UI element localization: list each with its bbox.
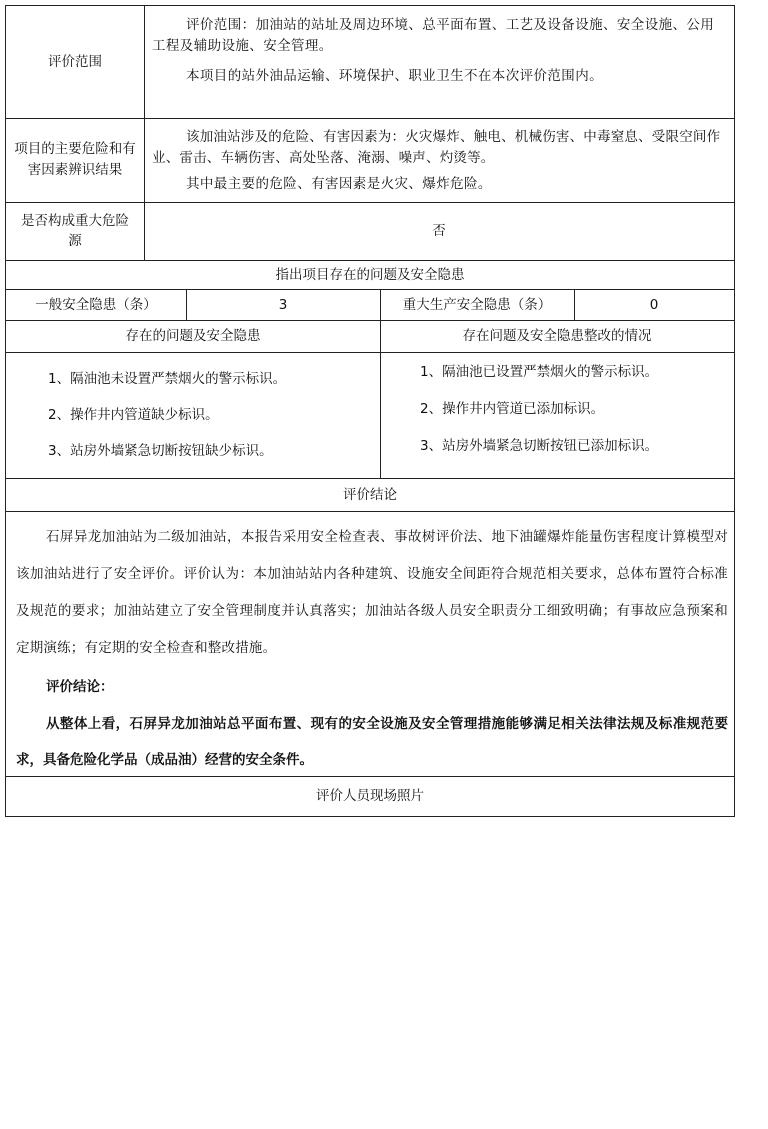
- hazards-paragraph-2: 其中最主要的危险、有害因素是火灾、爆炸危险。: [186, 176, 492, 192]
- major-hazard-count-label: [380, 289, 574, 320]
- row-divider: [6, 511, 734, 512]
- general-hazard-count-label: [6, 289, 186, 320]
- major-hazard-count-value: [574, 289, 734, 320]
- major-hazard-label-text: 是否构成重大危险源: [21, 213, 129, 249]
- conclusion-header: [6, 478, 734, 511]
- scope-label: [6, 6, 144, 118]
- rectification-header: [380, 320, 734, 352]
- conclusion-header-text: 评价结论: [343, 486, 397, 503]
- hazards-label-text: 项目的主要危险和有害因素辨识结果: [14, 141, 136, 178]
- rectification-item: 1、隔油池已设置严禁烟火的警示标识。: [420, 364, 659, 380]
- evaluation-table: [5, 5, 735, 817]
- major-hazard-value: [144, 202, 734, 260]
- problem-item: 1、隔油池未设置严禁烟火的警示标识。: [48, 371, 287, 387]
- conclusion-subheading: 评价结论：: [46, 679, 114, 695]
- hazards-paragraph-1: 该加油站涉及的危险、有害因素为：火灾爆炸、触电、机械伤害、中毒窒息、受限空间作业、雷击、车辆伤害、高处坠落、淹溺、噪声、灼烫等。: [152, 129, 721, 166]
- major-hazard-value-text: 否: [432, 223, 446, 239]
- problems-header: [6, 320, 380, 352]
- major-hazard-label: [20, 202, 130, 260]
- scope-paragraph-2: 本项目的站外油品运输、环境保护、职业卫生不在本次评价范围内。: [186, 68, 603, 84]
- issues-header-text: 指出项目存在的问题及安全隐患: [275, 266, 465, 283]
- rectification-item: 2、操作井内管道已添加标识。: [420, 401, 605, 417]
- hazards-label: [10, 118, 140, 202]
- scope-paragraph-1: 评价范围：加油站的站址及周边环境、总平面布置、工艺及设备设施、安全设施、公用工程及辅助设施、安全管理。: [152, 17, 715, 54]
- rectification-item: 3、站房外墙紧急切断按钮已添加标识。: [420, 438, 659, 454]
- row-divider: [6, 352, 734, 353]
- conclusion-final-statement: 从整体上看，石屏异龙加油站总平面布置、现有的安全设施及安全管理措施能够满足相关法律法规及标准规范要求，具备危险化学品（成品油）经营的安全条件。: [16, 716, 728, 768]
- site-photos-header-text: 评价人员现场照片: [316, 788, 424, 804]
- major-hazard-count-label-text: 重大生产安全隐患（条）: [402, 296, 552, 313]
- rectification-header-text: 存在问题及安全隐患整改的情况: [462, 328, 652, 344]
- site-photos-header: [6, 776, 734, 816]
- general-hazard-count-value-text: 3: [278, 296, 288, 313]
- problem-item: 3、站房外墙紧急切断按钮缺少标识。: [48, 443, 273, 459]
- problem-item: 2、操作井内管道缺少标识。: [48, 407, 219, 423]
- general-hazard-count-value: [186, 289, 380, 320]
- general-hazard-count-label-text: 一般安全隐患（条）: [35, 296, 157, 313]
- conclusion-body: 石屏异龙加油站为二级加油站，本报告采用安全检查表、事故树评价法、地下油罐爆炸能量伤害程度计算模型对该加油站进行了安全评价。评价认为：本加油站站内各种建筑、设施安全间距符合规范相关要求，总体布置符合标准及规范的要求；加油站建立了安全管理制度并认真落实；加油站各级人员安全职责分工细致明确；有事故应急预案和定期演练；有定期的安全检查和整改措施。: [16, 529, 728, 656]
- scope-label-text: 评价范围: [48, 54, 102, 70]
- issues-header: [6, 260, 734, 289]
- major-hazard-count-value-text: 0: [649, 296, 659, 313]
- problems-header-text: 存在的问题及安全隐患: [125, 328, 261, 344]
